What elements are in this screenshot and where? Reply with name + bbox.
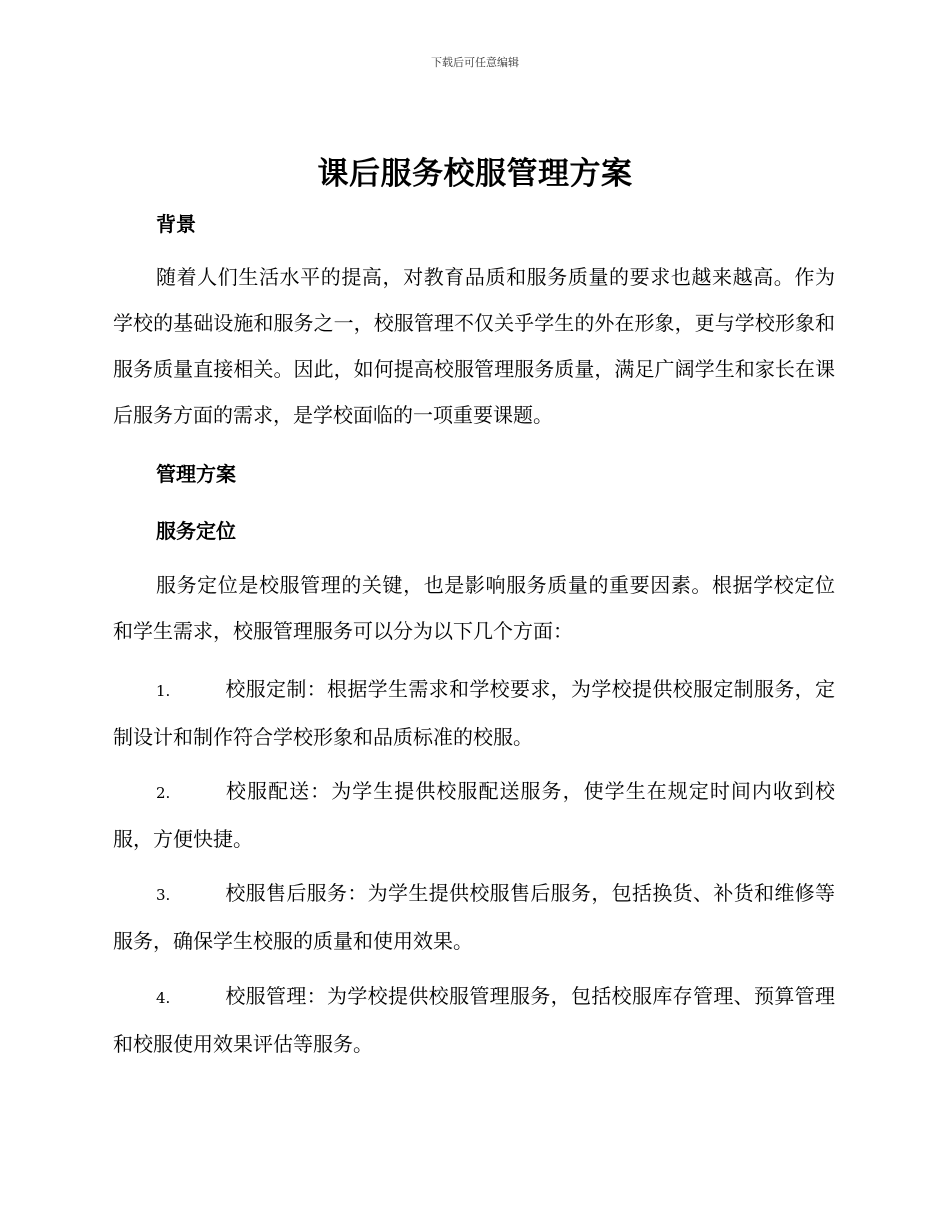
list-item-number: 3.	[156, 886, 171, 904]
list-item-text: 校服售后服务：为学生提供校服售后服务，包括换货、补货和维修等服务，确保学生校服的质量和使用效果。	[113, 881, 835, 953]
list-item-number: 4.	[156, 989, 171, 1007]
list-item	[113, 768, 835, 862]
list-item	[113, 973, 835, 1067]
list-item-text: 校服管理：为学校提供校服管理服务，包括校服库存管理、预算管理和校服使用效果评估等服务。	[113, 984, 835, 1056]
list-item	[113, 666, 835, 760]
list-item	[113, 870, 835, 964]
section-heading-plan: 管理方案	[156, 462, 236, 486]
list-item-text: 校服配送：为学生提供校服配送服务，使学生在规定时间内收到校服，方便快捷。	[113, 779, 835, 851]
list-item-number: 2.	[156, 784, 171, 802]
list-item-text: 校服定制：根据学生需求和学校要求，为学校提供校服定制服务，定制设计和制作符合学校形象和品质标准的校服。	[113, 677, 835, 749]
paragraph-positioning: 服务定位是校服管理的关键，也是影响服务质量的重要因素。根据学校定位和学生需求，校服管理服务可以分为以下几个方面：	[113, 573, 835, 643]
document-title: 课后服务校服管理方案	[317, 156, 633, 192]
section-heading-positioning: 服务定位	[156, 519, 236, 543]
paragraph-background: 随着人们生活水平的提高，对教育品质和服务质量的要求也越来越高。作为学校的基础设施和服务之一，校服管理不仅关乎学生的外在形象，更与学校形象和服务质量直接相关。因此，如何提高校服管理服务质量，满足广阔学生和家长在课后服务方面的需求，是学校面临的一项重要课题。	[113, 265, 835, 427]
header-note: 下载后可任意编辑	[431, 56, 519, 69]
list-item-number: 1.	[156, 682, 171, 700]
section-heading-background: 背景	[156, 212, 196, 236]
